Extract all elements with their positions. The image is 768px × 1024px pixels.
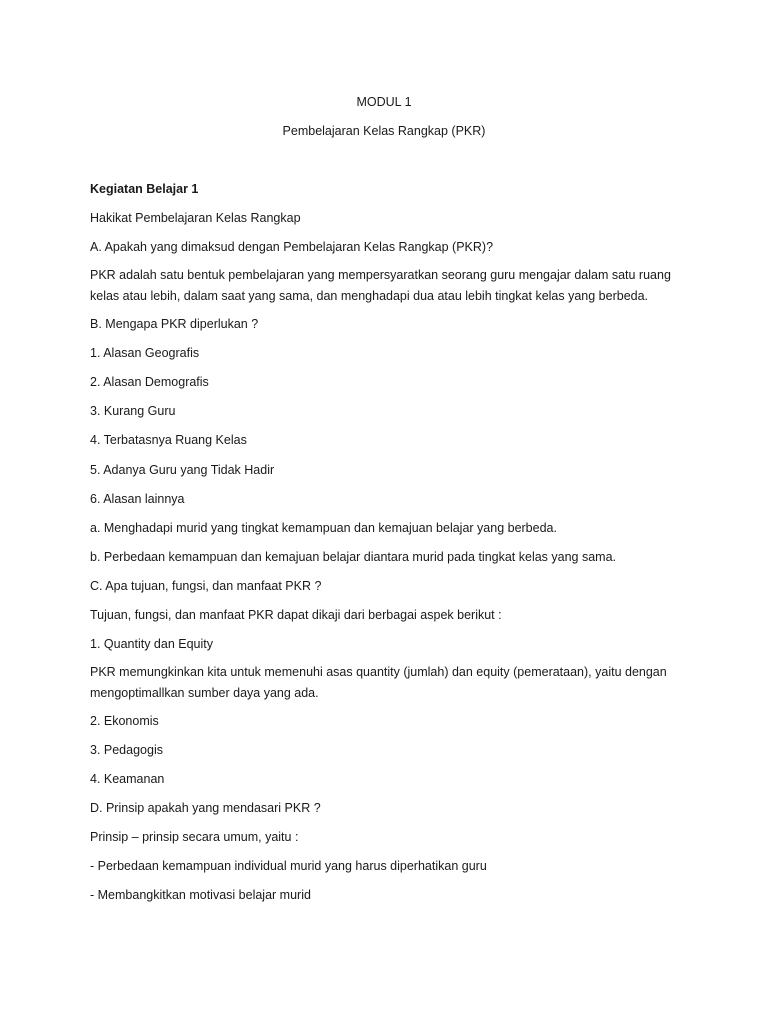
question-c: C. Apa tujuan, fungsi, dan manfaat PKR ? [90,579,322,593]
aspect-keamanan: 4. Keamanan [90,772,165,786]
definition-line-1: PKR adalah satu bentuk pembelajaran yang mempersyaratkan seorang guru mengajar dalam satu ruang [90,268,671,282]
question-b: B. Mengapa PKR diperlukan ? [90,317,259,331]
reason-item: 2. Alasan Demografis [90,375,209,389]
tujuan-intro: Tujuan, fungsi, dan manfaat PKR dapat dikaji dari berbagai aspek berikut : [90,608,502,622]
definition-line-2: kelas atau lebih, dalam saat yang sama, dan menghadapi dua atau lebih tingkat kelas yang berbeda. [90,289,649,303]
aspect-quantity-line-2: mengoptimallkan sumber daya yang ada. [90,686,319,700]
aspect-ekonomis: 2. Ekonomis [90,714,159,728]
aspect-quantity-paragraph [90,662,690,704]
question-a: A. Apakah yang dimaksud dengan Pembelajaran Kelas Rangkap (PKR)? [90,240,494,254]
prinsip-bullet: - Membangkitkan motivasi belajar murid [90,888,311,902]
kegiatan-heading: Kegiatan Belajar 1 [90,182,199,196]
aspect-quantity: 1. Quantity dan Equity [90,637,213,651]
reason-item: 3. Kurang Guru [90,404,176,418]
reason-item: 1. Alasan Geografis [90,346,200,360]
aspect-pedagogis: 3. Pedagogis [90,743,163,757]
hakikat-heading: Hakikat Pembelajaran Kelas Rangkap [90,211,301,225]
aspect-quantity-line-1: PKR memungkinkan kita untuk memenuhi asas quantity (jumlah) dan equity (pemerataan), yaitu dengan [90,665,667,679]
reason-item: 6. Alasan lainnya [90,492,185,506]
prinsip-bullet: - Perbedaan kemampuan individual murid yang harus diperhatikan guru [90,859,487,873]
definition-paragraph [90,265,690,307]
reason-item: 5. Adanya Guru yang Tidak Hadir [90,463,275,477]
sub-point-b: b. Perbedaan kemampuan dan kemajuan belajar diantara murid pada tingkat kelas yang sama. [90,550,617,564]
sub-point-a: a. Menghadapi murid yang tingkat kemampuan dan kemajuan belajar yang berbeda. [90,521,557,535]
module-heading: MODUL 1 [356,95,412,109]
prinsip-intro: Prinsip – prinsip secara umum, yaitu : [90,830,299,844]
module-subtitle: Pembelajaran Kelas Rangkap (PKR) [282,124,486,138]
question-d: D. Prinsip apakah yang mendasari PKR ? [90,801,321,815]
reason-item: 4. Terbatasnya Ruang Kelas [90,433,247,447]
